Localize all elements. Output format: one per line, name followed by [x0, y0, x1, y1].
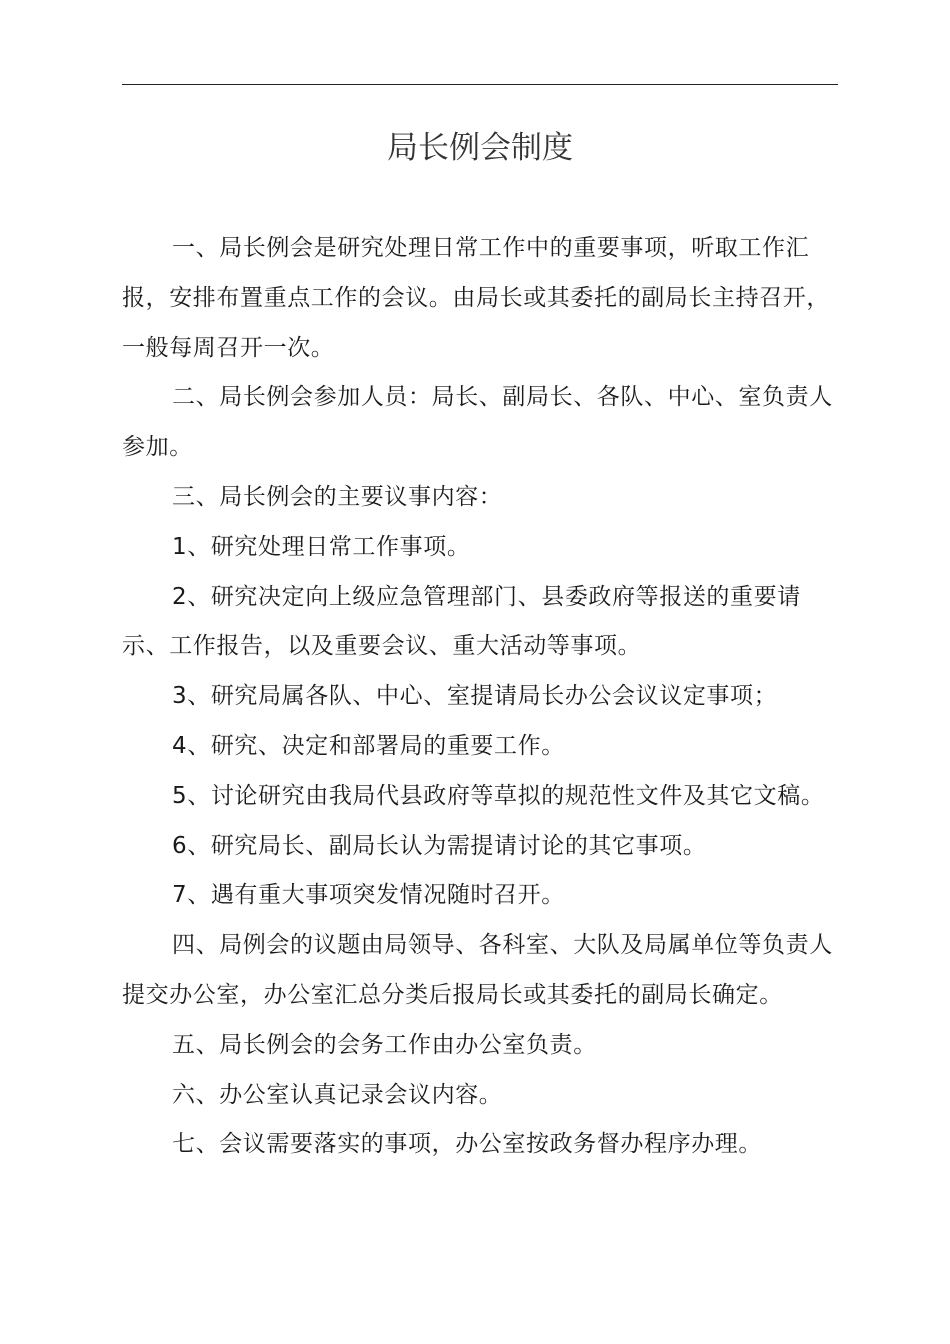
paragraph-4: 四、局例会的议题由局领导、各科室、大队及局属单位等负责人提交办公室，办公室汇总分类后报局长或其委托的副局长确定。: [122, 932, 833, 1008]
list-item-3: 3、研究局属各队、中心、室提请局长办公会议议定事项；: [172, 683, 778, 710]
list-item-6: 6、研究局长、副局长认为需提请讨论的其它事项。: [172, 832, 707, 859]
paragraph-5: 五、局长例会的会务工作由办公室负责。: [172, 1031, 597, 1058]
list-item-2: 2、研究决定向上级应急管理部门、县委政府等报送的重要请示、工作报告，以及重要会议、重大活动等事项。: [122, 583, 801, 660]
paragraph-1: 一、局长例会是研究处理日常工作中的重要事项，听取工作汇报，安排布置重点工作的会议。由局长或其委托的副局长主持召开，一般每周召开一次。: [122, 235, 830, 361]
header-rule: [122, 84, 838, 85]
paragraph-2: 二、局长例会参加人员：局长、副局长、各队、中心、室负责人参加。: [122, 384, 833, 461]
list-item-7: 7、遇有重大事项突发情况随时召开。: [172, 882, 565, 909]
list-item-4: 4、研究、决定和部署局的重要工作。: [172, 732, 565, 759]
document-body: [122, 224, 844, 1170]
paragraph-6: 六、办公室认真记录会议内容。: [172, 1081, 503, 1108]
paragraph-7: 七、会议需要落实的事项，办公室按政务督办程序办理。: [172, 1131, 762, 1158]
list-item-1: 1、研究处理日常工作事项。: [172, 533, 471, 560]
document-title: 局长例会制度: [387, 130, 573, 166]
paragraph-3: 三、局长例会的主要议事内容：: [172, 483, 503, 510]
list-item-5: 5、讨论研究由我局代县政府等草拟的规范性文件及其它文稿。: [172, 782, 825, 809]
